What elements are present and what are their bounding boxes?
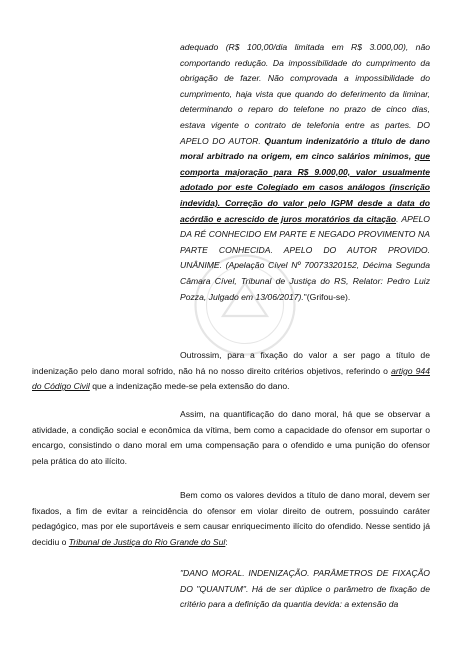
quote-1-tail: "(Grifou-se). [303, 291, 351, 302]
paragraph-assim-text: Assim, na quantificação do dano moral, há que se observar a atividade, a condição social e econômica da vítima, bem como a capacidade do ofensor em suportar o encargo, consistindo o dano moral em uma compensação para o ofendido e uma punição do ofensor pela prática do ato ilícito. [32, 409, 430, 466]
quote-1-bold-text: Quantum indenizatório a título de dano moral arbitrado na origem, em cinco salários mínimos, [180, 135, 430, 162]
quote-1-text-b: . APELO DA RÉ CONHECIDO EM PARTE E NEGADO PROVIMENTO NA PARTE CONHECIDA. APELO DO AUTOR PROVIDO. UNÂNIME. (Apelação Cível Nº 70073320152, Décima Segunda Câmara Cível, Tribunal de Justiça do RS, Relator: Pedro Luiz Pozza, Julgado em 13/06/2017). [180, 213, 430, 302]
paragraph-bem-como-text-b: : [225, 536, 228, 547]
jurisprudence-quote-1 [180, 40, 430, 305]
tribunal-link[interactable]: Tribunal de Justiça do Rio Grande do Sul [68, 536, 226, 547]
quote-1-bold-underlined-text: que comporta majoração para R$ 9.000,00, valor usualmente adotado por este Colegiado em casos análogos (inscrição indevida). Correção do valor pelo IGPM desde a data do acórdão e acrescido de juros moratórios da citação [180, 151, 430, 224]
paragraph-outrossim-text-a: Outrossim, para a fixação do valor a ser pago a título de indenização pelo dano moral sofrido, não há no nosso direito critérios objetivos, referindo o [32, 350, 430, 376]
paragraph-outrossim-text-b: que a indenização mede-se pela extensão do dano. [89, 381, 290, 392]
quote-1-text-a: adequado (R$ 100,00/dia limitada em R$ 3.000,00), não comportando redução. Da impossibilidade do cumprimento da obrigação de fazer. Não comprovada a impossibilidade do cumprimento, haja vista que quando do deferimento da liminar, determinando o reparo do telefone no prazo de cinco dias, estava vigente o contrato de telefonia entre as partes. DO APELO DO AUTOR. [180, 42, 430, 146]
paragraph-bem-como-text-a: Bem como os valores devidos a título de dano moral, devem ser fixados, a fim de evitar a reincidência do ofensor em violar direito de outrem, possuindo caráter pedagógico, mas por ele suportáveis e sem causar enriquecimento ilícito do ofendido. Nesse sentido já decidiu o [32, 490, 430, 547]
jurisprudence-quote-2 [180, 566, 430, 613]
paragraph-outrossim [32, 348, 430, 395]
paragraph-bem-como [32, 488, 430, 550]
paragraph-assim [32, 407, 430, 469]
codigo-civil-link[interactable]: artigo 944 do Código Civil [32, 365, 430, 392]
quote-2-text: "DANO MORAL. INDENIZAÇÃO. PARÂMETROS DE FIXAÇÃO DO "QUANTUM". Há de ser dúplice o parâmetro de fixação de critério para a definição da quantia devida: a extensão da [180, 568, 430, 610]
